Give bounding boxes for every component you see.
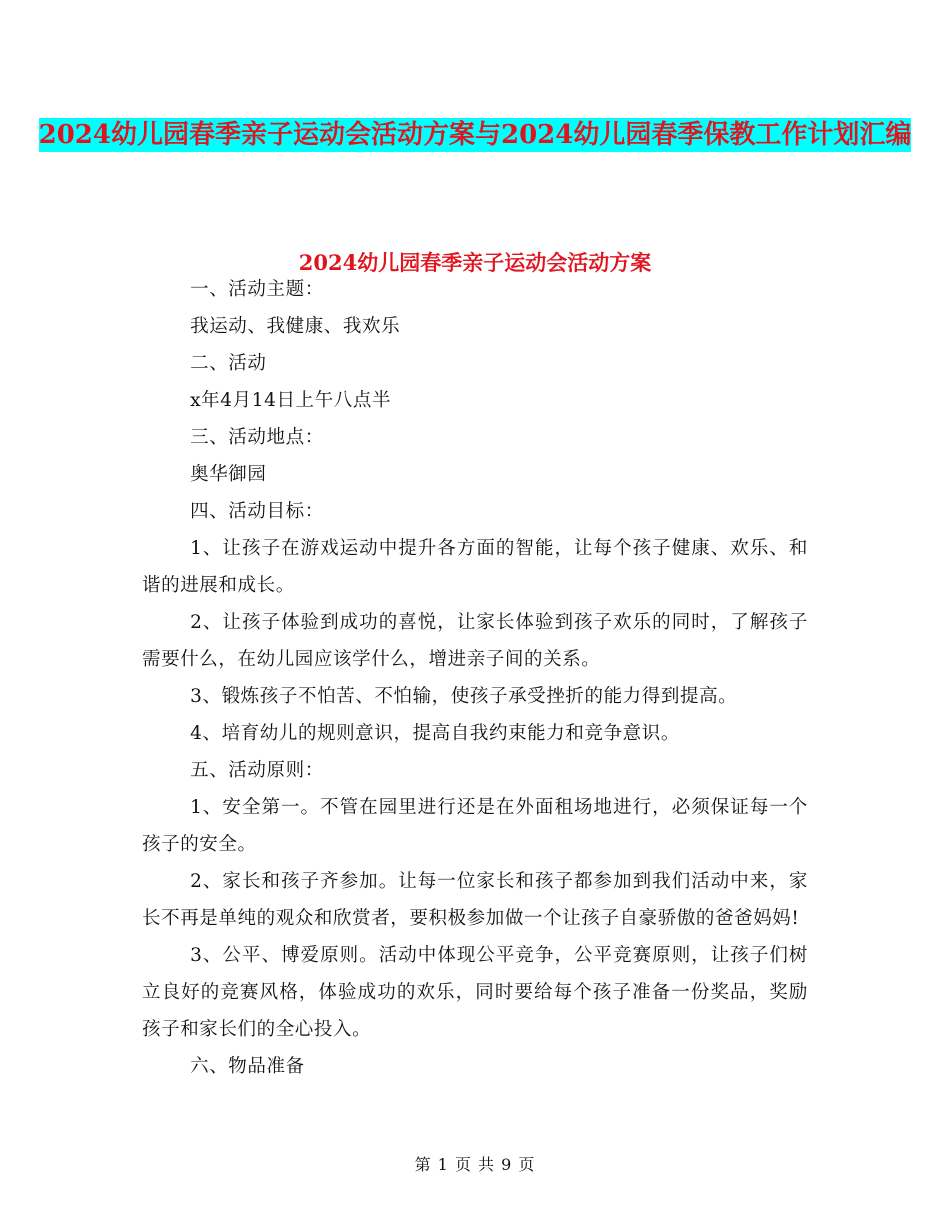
paragraph: 2、家长和孩子齐参加。让每一位家长和孩子都参加到我们活动中来，家长不再是单纯的观众和欣赏者，要积极参加做一个让孩子自豪骄傲的爸爸妈妈!	[142, 871, 808, 929]
paragraph: 我运动、我健康、我欢乐	[190, 316, 401, 337]
paragraph: 1、让孩子在游戏运动中提升各方面的智能，让每个孩子健康、欢乐、和谐的进展和成长。	[142, 538, 808, 596]
paragraph: 1、安全第一。不管在园里进行还是在外面租场地进行，必须保证每一个孩子的安全。	[142, 797, 808, 855]
paragraph: 奥华御园	[190, 464, 267, 485]
document-title	[0, 112, 950, 158]
paragraph: 2、让孩子体验到成功的喜悦，让家长体验到孩子欢乐的同时，了解孩子需要什么，在幼儿园应该学什么，增进亲子间的关系。	[142, 612, 808, 670]
document-title-text: 2024幼儿园春季亲子运动会活动方案与2024幼儿园春季保教工作计划汇编	[38, 120, 912, 150]
paragraph: 一、活动主题：	[190, 279, 324, 300]
document-body	[142, 271, 808, 1085]
paragraph: 4、培育幼儿的规则意识，提高自我约束能力和竞争意识。	[190, 723, 680, 744]
paragraph: 三、活动地点：	[190, 427, 324, 448]
paragraph: 六、物品准备	[190, 1056, 305, 1077]
paragraph: x年4月14日上午八点半	[190, 390, 392, 411]
paragraph: 四、活动目标：	[190, 501, 324, 522]
paragraph: 五、活动原则：	[190, 760, 324, 781]
page-footer: 第 1 页 共 9 页	[414, 1155, 536, 1174]
section-title: 2024幼儿园春季亲子运动会活动方案	[298, 250, 652, 275]
paragraph: 二、活动	[190, 353, 267, 374]
paragraph: 3、锻炼孩子不怕苦、不怕输，使孩子承受挫折的能力得到提高。	[190, 686, 738, 707]
paragraph: 3、公平、博爱原则。活动中体现公平竞争，公平竞赛原则，让孩子们树立良好的竞赛风格，体验成功的欢乐，同时要给每个孩子准备一份奖品，奖励孩子和家长们的全心投入。	[142, 945, 808, 1040]
